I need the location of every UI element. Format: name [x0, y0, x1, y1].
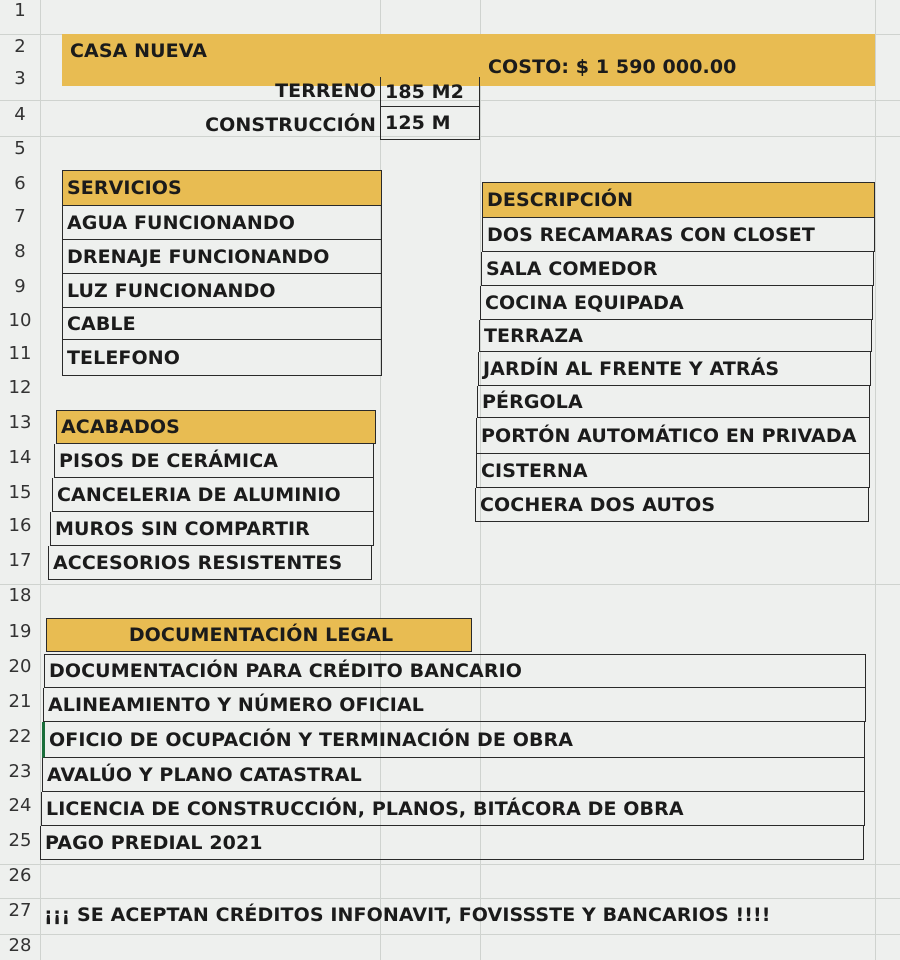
acabado-item[interactable]: PISOS DE CERÁMICA	[54, 444, 374, 478]
row-header[interactable]: 10	[8, 310, 32, 331]
row-header[interactable]: 14	[8, 447, 32, 468]
descripcion-item[interactable]: DOS RECAMARAS CON CLOSET	[482, 218, 875, 252]
acabado-item[interactable]: MUROS SIN COMPARTIR	[50, 512, 374, 546]
servicio-item[interactable]: CABLE	[62, 308, 382, 340]
terreno-label[interactable]: TERRENO	[275, 80, 376, 102]
terreno-value[interactable]: 185 M2	[380, 77, 480, 107]
row-header[interactable]: 16	[8, 515, 32, 536]
descripcion-item[interactable]: TERRAZA	[479, 320, 872, 352]
servicio-item[interactable]: LUZ FUNCIONANDO	[62, 274, 382, 308]
documentacion-title[interactable]: DOCUMENTACIÓN LEGAL	[46, 618, 472, 652]
descripcion-item[interactable]: JARDÍN AL FRENTE Y ATRÁS	[478, 352, 871, 386]
descripcion-item[interactable]: CISTERNA	[476, 454, 870, 488]
row-header[interactable]: 8	[14, 241, 26, 262]
row-header[interactable]: 6	[14, 173, 26, 194]
gridline	[0, 584, 900, 585]
row-header[interactable]: 11	[8, 343, 32, 364]
row-header[interactable]: 20	[8, 656, 32, 677]
row-header[interactable]: 22	[8, 726, 32, 747]
construccion-value[interactable]: 125 M	[380, 107, 480, 140]
row-header[interactable]: 15	[8, 482, 32, 503]
cost-value[interactable]: COSTO: $ 1 590 000.00	[488, 56, 737, 78]
row-header[interactable]: 28	[8, 935, 32, 956]
row-header[interactable]: 23	[8, 761, 32, 782]
documentacion-item[interactable]: PAGO PREDIAL 2021	[40, 826, 864, 860]
descripcion-item[interactable]: COCINA EQUIPADA	[480, 286, 873, 320]
row-header[interactable]: 12	[8, 377, 32, 398]
construccion-label[interactable]: CONSTRUCCIÓN	[205, 114, 376, 136]
gridline	[0, 864, 900, 865]
servicio-item[interactable]: DRENAJE FUNCIONANDO	[62, 240, 382, 274]
descripcion-item[interactable]: PÉRGOLA	[477, 386, 870, 418]
descripcion-item[interactable]: PORTÓN AUTOMÁTICO EN PRIVADA	[476, 418, 870, 454]
row-header[interactable]: 1	[14, 0, 26, 21]
gridline	[0, 934, 900, 935]
acabado-item[interactable]: CANCELERIA DE ALUMINIO	[52, 478, 374, 512]
documentacion-item[interactable]: AVALÚO Y PLANO CATASTRAL	[42, 758, 865, 792]
descripcion-item[interactable]: SALA COMEDOR	[481, 252, 874, 286]
row-header[interactable]: 9	[14, 276, 26, 297]
row-header[interactable]: 5	[14, 138, 26, 159]
row-header[interactable]: 26	[8, 865, 32, 886]
row-header[interactable]: 27	[8, 900, 32, 921]
row-header[interactable]: 18	[8, 585, 32, 606]
row-header[interactable]: 3	[14, 68, 26, 89]
servicio-item[interactable]: AGUA FUNCIONANDO	[62, 206, 382, 240]
row-header[interactable]: 24	[8, 795, 32, 816]
row-header[interactable]: 7	[14, 206, 26, 227]
acabado-item[interactable]: ACCESORIOS RESISTENTES	[48, 546, 372, 580]
row-header[interactable]: 25	[8, 830, 32, 851]
row-header[interactable]: 21	[8, 691, 32, 712]
row-header[interactable]: 17	[8, 550, 32, 571]
row-header[interactable]: 2	[14, 36, 26, 57]
row-header[interactable]: 4	[14, 104, 26, 125]
documentacion-item[interactable]: ALINEAMIENTO Y NÚMERO OFICIAL	[43, 688, 866, 722]
documentacion-item[interactable]: DOCUMENTACIÓN PARA CRÉDITO BANCARIO	[44, 654, 866, 688]
documentacion-item[interactable]: LICENCIA DE CONSTRUCCIÓN, PLANOS, BITÁCORA DE OBRA	[41, 792, 865, 826]
documentacion-item[interactable]: OFICIO DE OCUPACIÓN Y TERMINACIÓN DE OBRA	[42, 722, 865, 758]
descripcion-item[interactable]: COCHERA DOS AUTOS	[475, 488, 869, 522]
gridline	[875, 0, 876, 960]
acabados-title[interactable]: ACABADOS	[56, 410, 376, 444]
servicios-title[interactable]: SERVICIOS	[62, 170, 382, 206]
servicio-item[interactable]: TELEFONO	[62, 340, 382, 376]
row-header[interactable]: 13	[8, 412, 32, 433]
footer-note[interactable]: ¡¡¡ SE ACEPTAN CRÉDITOS INFONAVIT, FOVISSSTE Y BANCARIOS !!!!	[44, 904, 771, 926]
row-header[interactable]: 19	[8, 621, 32, 642]
descripcion-title[interactable]: DESCRIPCIÓN	[482, 182, 875, 218]
house-title[interactable]: CASA NUEVA	[70, 40, 208, 62]
